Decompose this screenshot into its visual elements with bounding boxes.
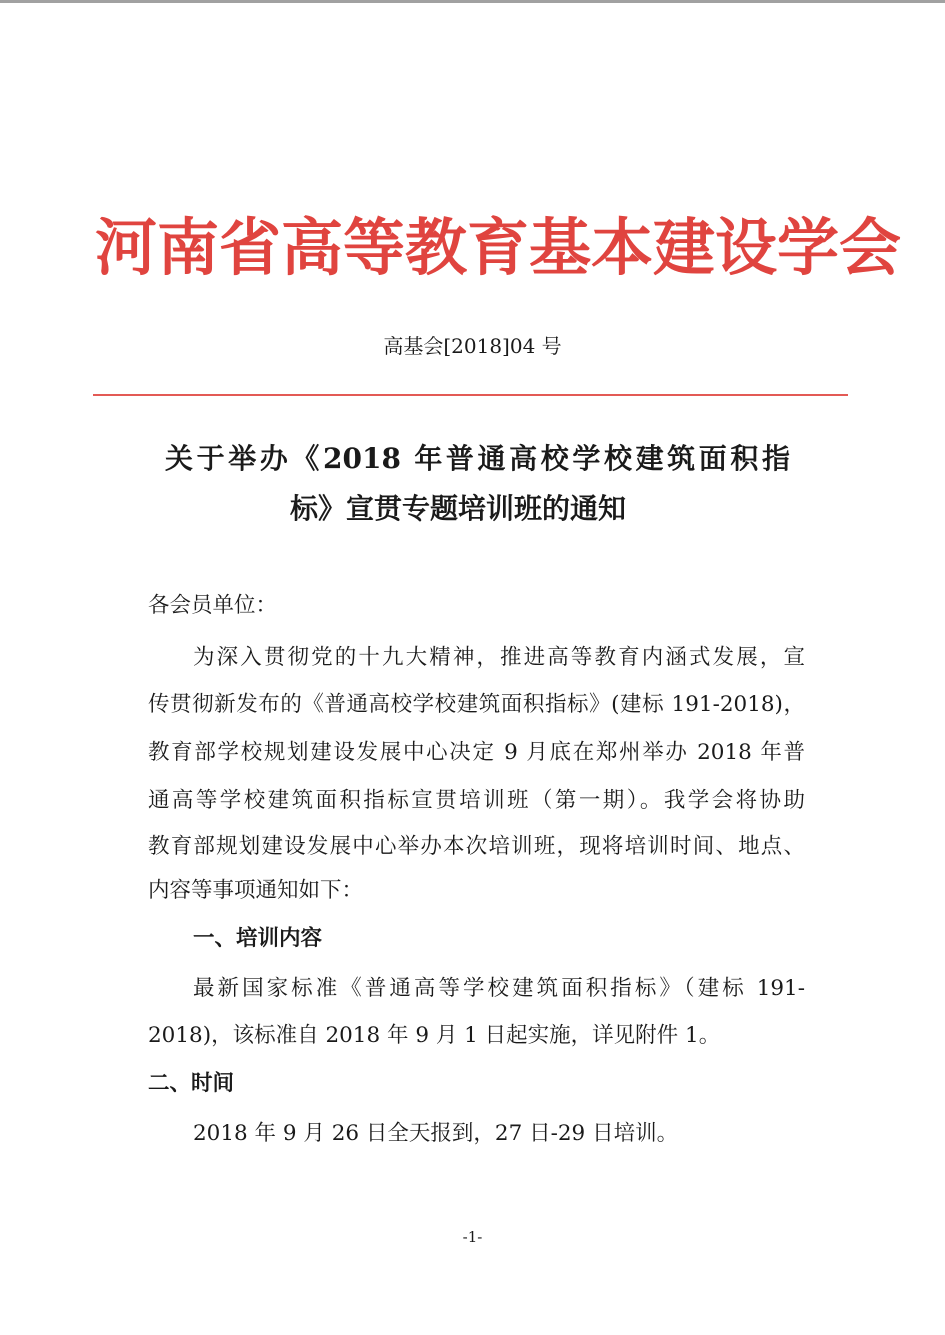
intro-line: 教育部规划建设发展中心举办本次培训班，现将培训时间、地点、 <box>148 834 805 859</box>
red-divider <box>93 394 848 396</box>
intro-line: 传贯彻新发布的《普通高校学校建筑面积指标》(建标 191-2018)， <box>148 692 805 717</box>
section-line: 2018 年 9 月 26 日全天报到，27 日-29 日培训。 <box>193 1121 679 1146</box>
intro-line: 通高等学校建筑面积指标宣贯培训班（第一期）。我学会将协助 <box>148 788 805 813</box>
scan-edge <box>0 0 945 3</box>
section-line: 2018)，该标准自 2018 年 9 月 1 日起实施，详见附件 1。 <box>148 1023 721 1048</box>
title-line-2: 标》宣贯专题培训班的通知 <box>290 492 627 525</box>
intro-line: 内容等事项通知如下： <box>148 878 364 903</box>
intro-line: 教育部学校规划建设发展中心决定 9 月底在郑州举办 2018 年普 <box>148 740 805 765</box>
letterhead-organization: 河南省高等教育基本建设学会 <box>95 211 902 284</box>
section-heading-time: 二、时间 <box>148 1071 235 1096</box>
section-heading-content: 一、培训内容 <box>193 926 323 951</box>
intro-line: 为深入贯彻党的十九大精神，推进高等教育内涵式发展，宣 <box>193 645 805 670</box>
document-number: 高基会[2018]04 号 <box>383 334 562 358</box>
section-line: 最新国家标准《普通高等学校建筑面积指标》（建标 191- <box>193 976 805 1001</box>
salutation: 各会员单位： <box>148 593 278 618</box>
page-number: -1- <box>462 1228 483 1246</box>
title-line-1: 关于举办《2018 年普通高校学校建筑面积指 <box>165 442 790 475</box>
